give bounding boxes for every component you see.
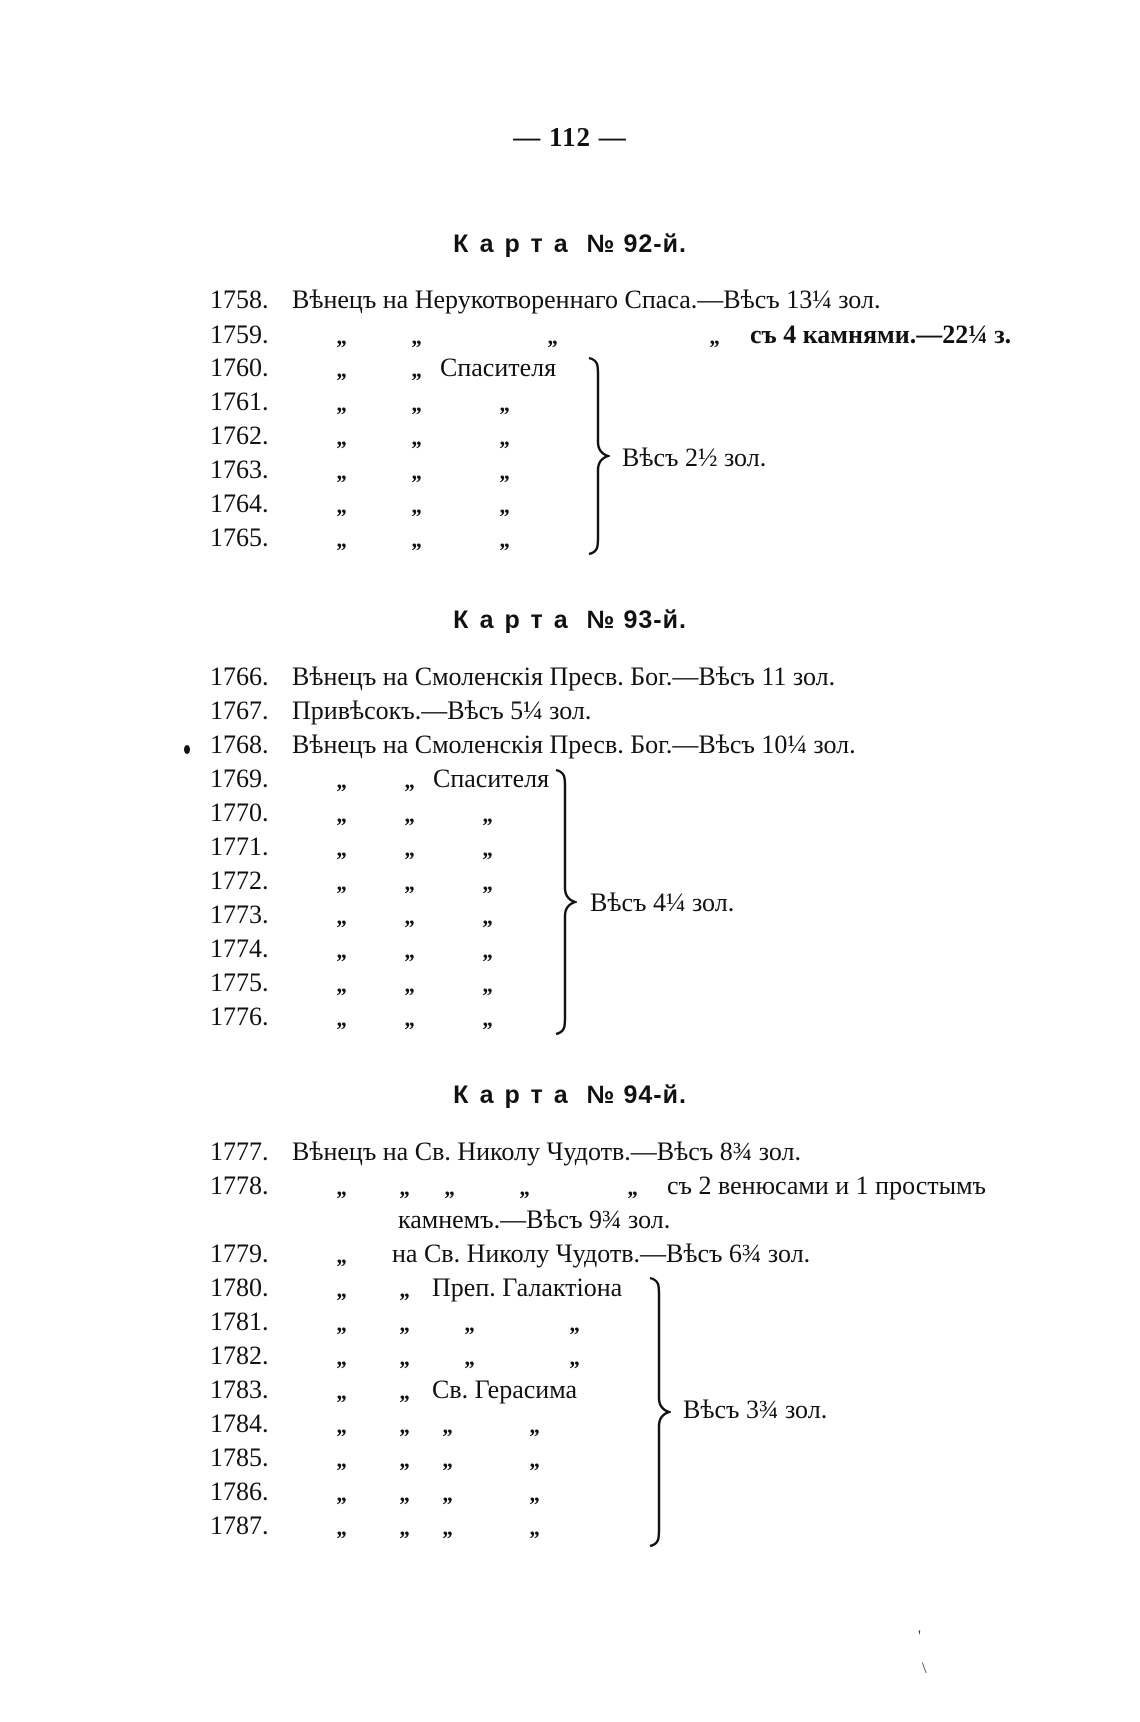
entry-number: 1780. (210, 1273, 269, 1302)
entry-number: 1784. (210, 1409, 269, 1438)
ditto-mark: „ (405, 870, 416, 895)
ditto-mark: „ (400, 1481, 411, 1506)
ditto-mark: „ (400, 1379, 411, 1404)
ditto-mark: „ (337, 972, 348, 997)
ditto-mark: „ (483, 904, 494, 929)
entry-name: Спасителя (433, 764, 550, 793)
ditto-mark: „ (412, 493, 423, 518)
ditto-mark: „ (483, 938, 494, 963)
ditto-mark: „ (337, 836, 348, 861)
ditto-mark: „ (337, 1243, 348, 1268)
ditto-mark: „ (400, 1515, 411, 1540)
group-brace (553, 768, 577, 1036)
ditto-mark: „ (500, 391, 511, 416)
ditto-mark: „ (400, 1311, 411, 1336)
ditto-mark: „ (337, 768, 348, 793)
ditto-mark: „ (628, 1175, 639, 1200)
ditto-mark: „ (405, 768, 416, 793)
ditto-mark: „ (400, 1345, 411, 1370)
entry-number: 1765. (210, 523, 269, 552)
ditto-mark: „ (337, 1447, 348, 1472)
entry-number: 1777. (210, 1137, 269, 1166)
entry-number: 1763. (210, 455, 269, 484)
ditto-mark: „ (500, 493, 511, 518)
entry-number: 1770. (210, 798, 269, 827)
heading-word: Карта (453, 230, 579, 258)
entry-tail: съ 4 камнями.—22¼ з. (750, 320, 1012, 349)
ditto-mark: „ (465, 1311, 476, 1336)
group-brace (647, 1276, 671, 1548)
ditto-mark: „ (337, 1413, 348, 1438)
ditto-mark: „ (337, 1311, 348, 1336)
ditto-mark: „ (405, 836, 416, 861)
entry-text: Привѣсокъ.—Вѣсъ 5¼ зол. (292, 696, 592, 725)
group-brace (586, 356, 610, 556)
entry-number: 1782. (210, 1341, 269, 1370)
ditto-mark: „ (337, 391, 348, 416)
ditto-mark: „ (405, 972, 416, 997)
section-heading-92 (0, 230, 1140, 259)
entry-number: 1771. (210, 832, 269, 861)
heading-number: № 94-й. (586, 1081, 687, 1109)
entry-number: 1775. (210, 968, 269, 997)
ditto-mark: „ (337, 938, 348, 963)
section-heading-94 (0, 1081, 1140, 1110)
ditto-mark: „ (443, 1515, 454, 1540)
entry-number: 1785. (210, 1443, 269, 1472)
entry-continuation: камнемъ.—Вѣсъ 9¾ зол. (398, 1205, 671, 1234)
ditto-mark: „ (337, 527, 348, 552)
ditto-mark: „ (443, 1447, 454, 1472)
ditto-mark: „ (405, 1006, 416, 1031)
ditto-mark: „ (483, 802, 494, 827)
ditto-mark: „ (337, 357, 348, 382)
ditto-mark: „ (710, 324, 721, 349)
entry-number: 1761. (210, 387, 269, 416)
ditto-mark: „ (570, 1311, 581, 1336)
entry-number: 1786. (210, 1477, 269, 1506)
ditto-mark: „ (443, 1413, 454, 1438)
entry-number: 1764. (210, 489, 269, 518)
group-weight: Вѣсъ 3¾ зол. (683, 1395, 828, 1424)
heading-number: № 92-й. (586, 230, 687, 258)
entry-name: Спасителя (440, 353, 557, 382)
ink-dot (184, 745, 190, 754)
entry-text: на Св. Николу Чудотв.—Вѣсъ 6¾ зол. (392, 1239, 811, 1268)
scan-mark: ' (918, 1628, 921, 1645)
entry-number: 1787. (210, 1511, 269, 1540)
ditto-mark: „ (337, 425, 348, 450)
ditto-mark: „ (337, 324, 348, 349)
ditto-mark: „ (445, 1175, 456, 1200)
ditto-mark: „ (337, 1515, 348, 1540)
ditto-mark: „ (337, 459, 348, 484)
ditto-mark: „ (400, 1277, 411, 1302)
entry-number: 1768. (210, 730, 269, 759)
ditto-mark: „ (337, 870, 348, 895)
section-heading-93 (0, 606, 1140, 635)
ditto-mark: „ (337, 1345, 348, 1370)
entry-number: 1773. (210, 900, 269, 929)
ditto-mark: „ (520, 1175, 531, 1200)
ditto-mark: „ (530, 1447, 541, 1472)
ditto-mark: „ (412, 527, 423, 552)
entry-number: 1767. (210, 696, 269, 725)
entry-number: 1774. (210, 934, 269, 963)
ditto-mark: „ (405, 904, 416, 929)
ditto-mark: „ (337, 1277, 348, 1302)
ditto-mark: „ (400, 1175, 411, 1200)
entry-number: 1772. (210, 866, 269, 895)
ditto-mark: „ (337, 904, 348, 929)
entry-number: 1760. (210, 353, 269, 382)
ditto-mark: „ (483, 972, 494, 997)
ditto-mark: „ (443, 1481, 454, 1506)
scan-mark: \ (922, 1660, 927, 1677)
ditto-mark: „ (405, 938, 416, 963)
entry-number: 1762. (210, 421, 269, 450)
ditto-mark: „ (412, 459, 423, 484)
ditto-mark: „ (400, 1413, 411, 1438)
ditto-mark: „ (483, 836, 494, 861)
entry-name: Преп. Галактіона (432, 1273, 623, 1302)
ditto-mark: „ (465, 1345, 476, 1370)
ditto-mark: „ (337, 802, 348, 827)
entry-number: 1779. (210, 1239, 269, 1268)
ditto-mark: „ (483, 870, 494, 895)
ditto-mark: „ (412, 324, 423, 349)
ditto-mark: „ (412, 391, 423, 416)
ditto-mark: „ (530, 1515, 541, 1540)
entry-name: Св. Герасима (432, 1375, 578, 1404)
entry-number: 1781. (210, 1307, 269, 1336)
entry-number: 1778. (210, 1171, 269, 1200)
ditto-mark: „ (483, 1006, 494, 1031)
entry-tail: съ 2 венюсами и 1 простымъ (667, 1171, 986, 1200)
heading-word: Карта (453, 606, 579, 634)
entry-number: 1783. (210, 1375, 269, 1404)
ditto-mark: „ (530, 1413, 541, 1438)
ditto-mark: „ (500, 425, 511, 450)
ditto-mark: „ (400, 1447, 411, 1472)
ditto-mark: „ (412, 357, 423, 382)
ditto-mark: „ (337, 1006, 348, 1031)
group-weight: Вѣсъ 2½ зол. (622, 443, 767, 472)
entry-number: 1769. (210, 764, 269, 793)
heading-number: № 93-й. (586, 606, 687, 634)
entry-number: 1776. (210, 1002, 269, 1031)
group-weight: Вѣсъ 4¼ зол. (590, 888, 735, 917)
ditto-mark: „ (337, 1481, 348, 1506)
ditto-mark: „ (570, 1345, 581, 1370)
entry-number: 1766. (210, 662, 269, 691)
entry-text: Вѣнецъ на Смоленскія Пресв. Бог.—Вѣсъ 10¼ зол. (292, 730, 856, 759)
entry-number: 1759. (210, 320, 269, 349)
entry-text: Вѣнецъ на Смоленскія Пресв. Бог.—Вѣсъ 11 зол. (292, 662, 836, 691)
ditto-mark: „ (405, 802, 416, 827)
ditto-mark: „ (337, 1175, 348, 1200)
ditto-mark: „ (412, 425, 423, 450)
ditto-mark: „ (500, 527, 511, 552)
ditto-mark: „ (337, 493, 348, 518)
entry-text: Вѣнецъ на Нерукотвореннаго Спаса.—Вѣсъ 13¼ зол. (292, 285, 881, 314)
ditto-mark: „ (500, 459, 511, 484)
entry-number: 1758. (210, 285, 269, 314)
heading-word: Карта (453, 1081, 579, 1109)
page-number: — 112 — (513, 122, 627, 152)
entry-text: Вѣнецъ на Св. Николу Чудотв.—Вѣсъ 8¾ зол. (292, 1137, 801, 1166)
ditto-mark: „ (337, 1379, 348, 1404)
ditto-mark: „ (530, 1481, 541, 1506)
ditto-mark: „ (548, 324, 559, 349)
